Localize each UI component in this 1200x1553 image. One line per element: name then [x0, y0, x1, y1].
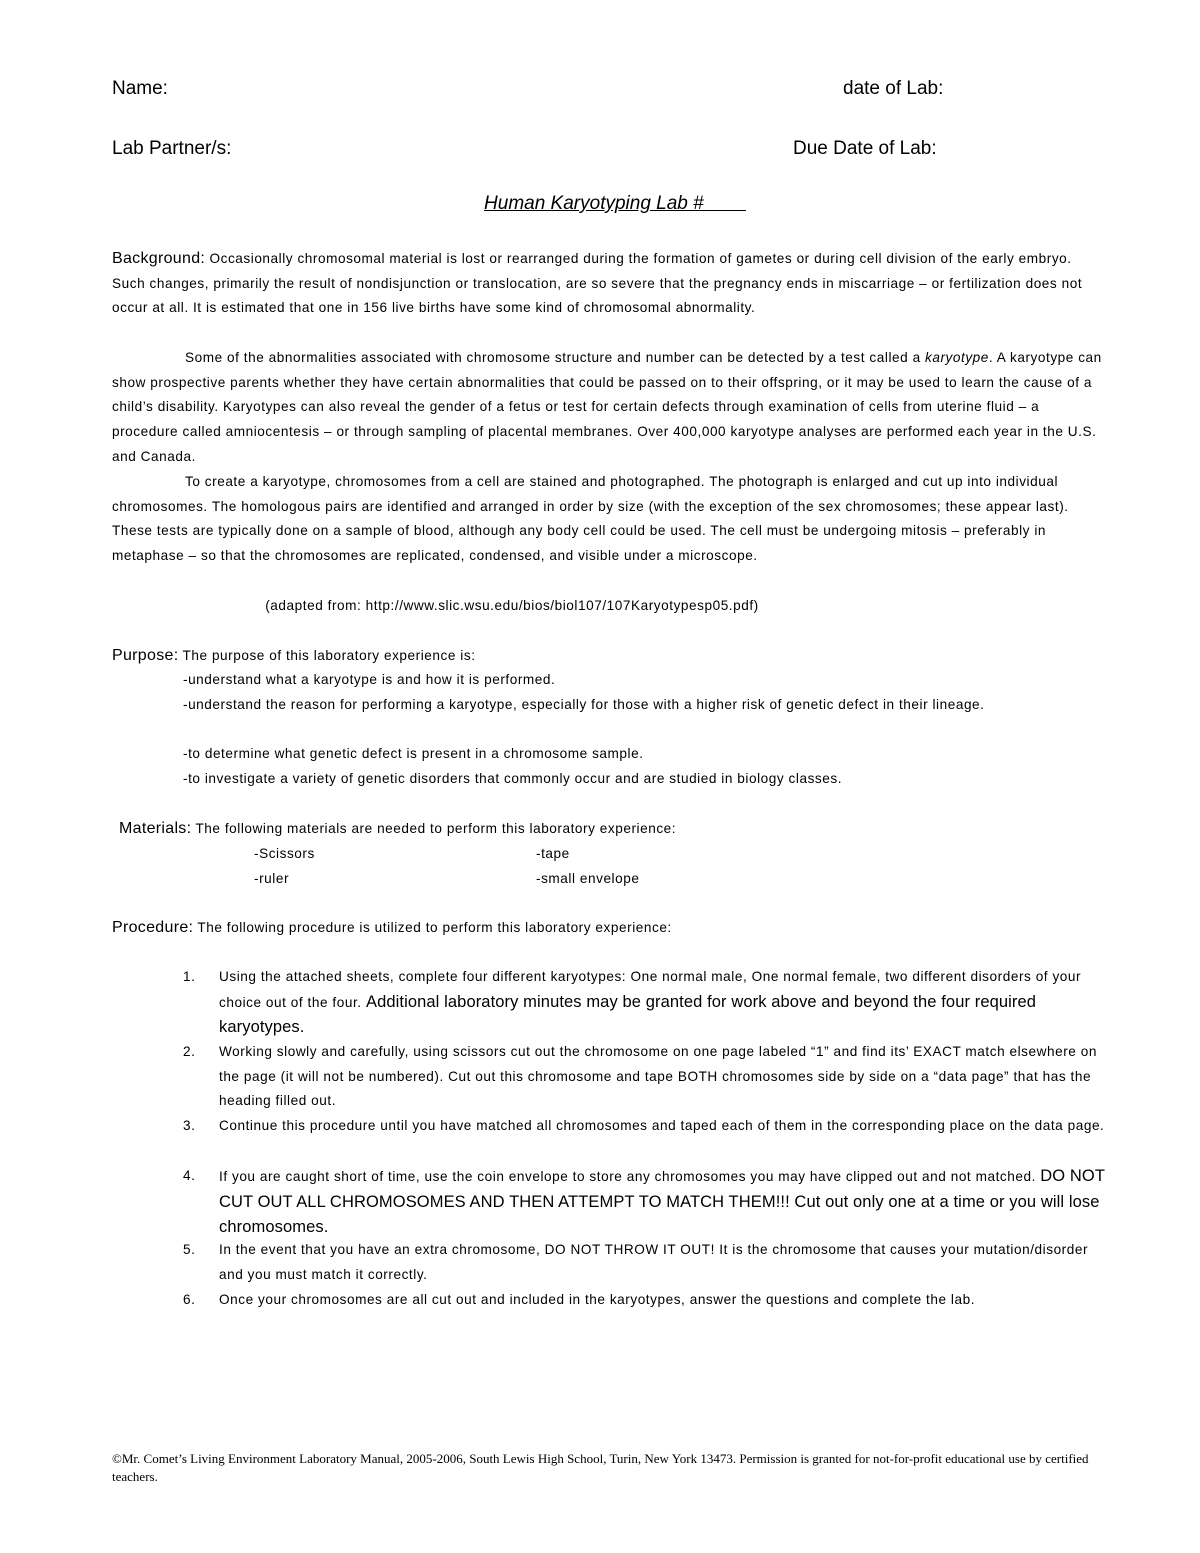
step-text [219, 1164, 1114, 1241]
purpose-item: -to determine what genetic defect is present in a chromosome sample. [183, 746, 644, 761]
background-text-1: Occasionally chromosomal material is lost or rearranged during the formation of gametes or during cell division of the early embryo. Such changes, primarily the result of nondisjunction or translocation, are so severe that the pregnancy ends in miscarriage – or fertilization does not occur at all. It is estimated that one in 156 live births have some kind of chromosomal abnormality. [112, 251, 1083, 316]
background-text-2a: Some of the abnormalities associated with chromosome structure and number can be detected by a test called a [185, 350, 926, 365]
purpose-line [112, 644, 476, 669]
step-text: Working slowly and carefully, using scissors cut out the chromosome on one page labeled “1” and find its’ EXACT match elsewhere on the page (it will not be numbered). Cut out this chromosome and tape BOTH chromosomes side by side on a “data page” that has the heading filled out. [219, 1044, 1097, 1109]
step-text [219, 965, 1114, 1041]
copyright-footer: ©Mr. Comet’s Living Environment Laboratory Manual, 2005-2006, South Lewis High School, Turin, New York 13473. Permission is granted for not-for-profit educational use by certified teachers. [112, 1451, 1089, 1484]
step-text: Once your chromosomes are all cut out and included in the karyotypes, answer the questions and complete the lab. [219, 1292, 976, 1307]
due-date-label: Due Date of Lab: [793, 138, 937, 159]
procedure-intro: The following procedure is utilized to perform this laboratory experience: [197, 920, 672, 935]
background-paragraph-3: To create a karyotype, chromosomes from a cell are stained and photographed. The photograph is enlarged and cut up into individual chromosomes. The homologous pairs are identified and arranged in order by size (with the exception of the sex chromosomes; these appear last). These tests are typically done on a sample of blood, although any body cell could be used. The cell must be undergoing mitosis – preferably in metaphase – so that the chromosomes are replicated, condensed, and visible under a microscope. [112, 474, 1069, 564]
step-number: 1. [183, 969, 196, 984]
purpose-intro: The purpose of this laboratory experience is: [182, 648, 476, 663]
material-item: -small envelope [536, 871, 640, 886]
step-number: 2. [183, 1044, 196, 1059]
purpose-heading: Purpose: [112, 647, 179, 664]
materials-line [119, 817, 676, 842]
step-number: 4. [183, 1168, 196, 1183]
background-heading: Background: [112, 250, 206, 267]
procedure-heading: Procedure: [112, 919, 194, 936]
background-paragraph-1 [112, 247, 1102, 321]
karyotype-term: karyotype [925, 350, 989, 365]
step-number: 5. [183, 1242, 196, 1257]
materials-intro: The following materials are needed to perform this laboratory experience: [195, 821, 677, 836]
source-citation: (adapted from: http://www.slic.wsu.edu/bios/biol107/107Karyotypesp05.pdf) [265, 598, 759, 613]
background-paragraph-2 [112, 346, 1102, 470]
step-body: Using the attached sheets, complete four different karyotypes: One normal male, One normal female, two different disorders of your choice out of the four. [219, 969, 1082, 1010]
purpose-item: -understand the reason for performing a karyotype, especially for those with a higher risk of genetic defect in their lineage. [183, 697, 985, 712]
material-item: -ruler [254, 871, 290, 886]
purpose-item: -understand what a karyotype is and how it is performed. [183, 672, 556, 687]
step-number: 6. [183, 1292, 196, 1307]
material-item: -tape [536, 846, 570, 861]
background-text-2b: . A karyotype can show prospective parents whether they have certain abnormalities that could be passed on to their offspring, or it may be used to learn the cause of a child’s disability. Karyotypes can also reveal the gender of a fetus or test for certain defects through examination of cells from uterine fluid – a procedure called amniocentesis – or through sampling of placental membranes. Over 400,000 karyotype analyses are performed each year in the U.S. and Canada. [112, 350, 1102, 464]
name-label: Name: [112, 78, 168, 99]
procedure-line [112, 916, 672, 941]
step-emphasis: Additional laboratory minutes may be granted for work above and beyond the four required karyotypes. [219, 992, 1037, 1037]
page-title: Human Karyotyping Lab # [484, 193, 746, 214]
step-body: If you are caught short of time, use the coin envelope to store any chromosomes you may have clipped out and not matched. [219, 1169, 1041, 1184]
materials-heading: Materials: [119, 820, 192, 837]
date-of-lab-label: date of Lab: [843, 78, 944, 99]
purpose-item: -to investigate a variety of genetic disorders that commonly occur and are studied in biology classes. [183, 771, 843, 786]
material-item: -Scissors [254, 846, 315, 861]
step-text: In the event that you have an extra chromosome, DO NOT THROW IT OUT! It is the chromosome that causes your mutation/disorder and you must match it correctly. [219, 1242, 1089, 1282]
step-number: 3. [183, 1118, 196, 1133]
lab-partner-label: Lab Partner/s: [112, 138, 232, 159]
step-emphasis: DO NOT CUT OUT ALL CHROMOSOMES AND THEN ATTEMPT TO MATCH THEM!!! Cut out only one at a time or you will lose chromosomes. [219, 1167, 1105, 1237]
step-text: Continue this procedure until you have matched all chromosomes and taped each of them in the corresponding place on the data page. [219, 1118, 1105, 1133]
